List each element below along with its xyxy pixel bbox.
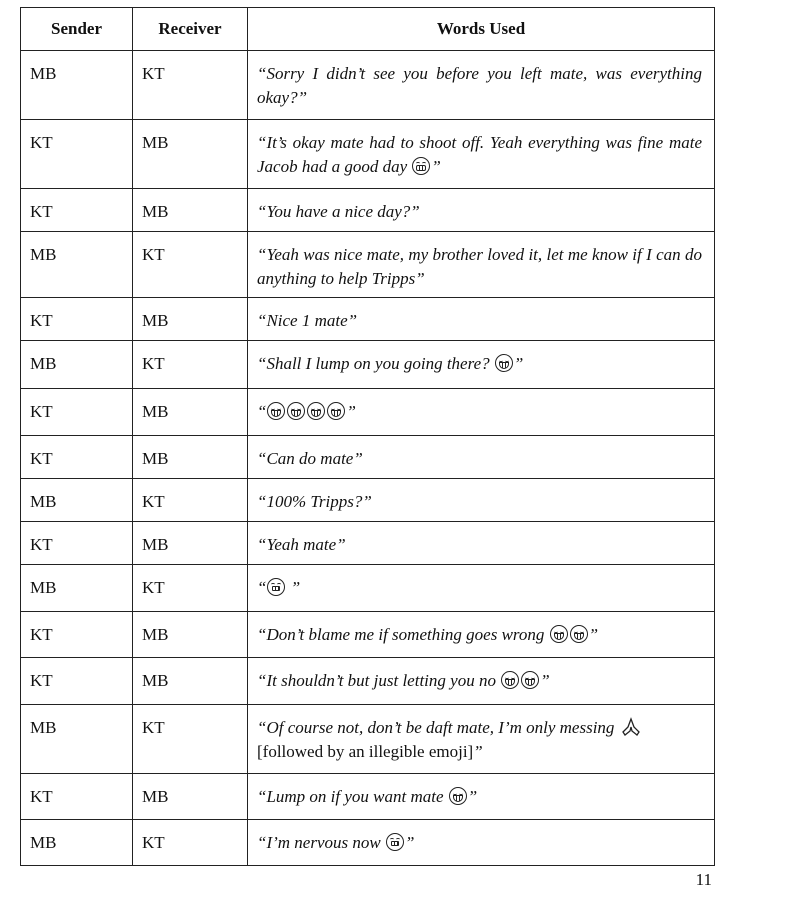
message-text: “Shall I lump on you going there? bbox=[257, 354, 494, 373]
message-text: “Yeah mate” bbox=[257, 535, 346, 554]
laughing-tears-icon bbox=[287, 402, 305, 420]
words-used-cell bbox=[248, 705, 715, 774]
praying-hands-icon bbox=[620, 717, 642, 737]
grimace-icon bbox=[267, 578, 285, 596]
message-text: “I’m nervous now bbox=[257, 833, 385, 852]
words-used-cell bbox=[248, 389, 715, 436]
header-receiver: Receiver bbox=[133, 8, 248, 51]
receiver-cell: MB bbox=[133, 389, 248, 436]
grimace-icon bbox=[386, 833, 404, 851]
words-used-cell bbox=[248, 820, 715, 866]
sender-cell: KT bbox=[21, 774, 133, 820]
laughing-tears-icon bbox=[570, 625, 588, 643]
table-row bbox=[21, 565, 715, 612]
table-row bbox=[21, 436, 715, 479]
laughing-tears-icon bbox=[521, 671, 539, 689]
laughing-tears-icon bbox=[307, 402, 325, 420]
table-row bbox=[21, 479, 715, 522]
sender-cell: MB bbox=[21, 51, 133, 120]
receiver-cell: KT bbox=[133, 341, 248, 389]
words-used-cell bbox=[248, 565, 715, 612]
message-text: ” bbox=[540, 671, 550, 690]
message-text: ” bbox=[467, 787, 478, 806]
sender-cell: MB bbox=[21, 820, 133, 866]
laughing-tears-icon bbox=[495, 354, 513, 372]
sender-cell: KT bbox=[21, 436, 133, 479]
words-used-cell bbox=[248, 298, 715, 341]
page-number: 11 bbox=[695, 870, 712, 889]
table-row bbox=[21, 820, 715, 866]
receiver-cell: MB bbox=[133, 522, 248, 565]
receiver-cell: KT bbox=[133, 820, 248, 866]
receiver-cell: MB bbox=[133, 774, 248, 820]
message-table bbox=[20, 7, 715, 866]
laughing-tears-icon bbox=[267, 402, 285, 420]
words-used-cell bbox=[248, 189, 715, 232]
table-row bbox=[21, 658, 715, 705]
receiver-cell: MB bbox=[133, 120, 248, 189]
sender-cell: MB bbox=[21, 705, 133, 774]
message-text: ” bbox=[286, 578, 301, 597]
message-text: “It shouldn’t but just letting you no bbox=[257, 671, 501, 690]
receiver-cell: MB bbox=[133, 298, 248, 341]
words-used-cell bbox=[248, 341, 715, 389]
message-text: “You have a nice day?” bbox=[257, 202, 420, 221]
message-text: ” bbox=[588, 625, 599, 644]
receiver-cell: KT bbox=[133, 565, 248, 612]
laughing-tears-icon bbox=[449, 787, 467, 805]
message-text: “ bbox=[257, 402, 267, 421]
message-text: “100% Tripps?” bbox=[257, 492, 372, 511]
table-row bbox=[21, 189, 715, 232]
header-words-used: Words Used bbox=[248, 8, 715, 51]
table-row bbox=[21, 298, 715, 341]
words-used-cell bbox=[248, 612, 715, 658]
receiver-cell: KT bbox=[133, 51, 248, 120]
words-used-cell bbox=[248, 232, 715, 298]
words-used-cell bbox=[248, 436, 715, 479]
message-text: ” bbox=[513, 354, 524, 373]
receiver-cell: KT bbox=[133, 705, 248, 774]
laughing-tears-icon bbox=[550, 625, 568, 643]
receiver-cell: MB bbox=[133, 658, 248, 705]
sender-cell: KT bbox=[21, 120, 133, 189]
words-used-cell bbox=[248, 51, 715, 120]
table-row bbox=[21, 120, 715, 189]
message-text: ” bbox=[431, 157, 441, 176]
grin-icon bbox=[412, 157, 430, 175]
table-body bbox=[21, 51, 715, 866]
sender-cell: KT bbox=[21, 298, 133, 341]
receiver-cell: KT bbox=[133, 232, 248, 298]
table-row bbox=[21, 612, 715, 658]
message-text: “Sorry I didn’t see you before you left mate, was everything okay?” bbox=[257, 64, 702, 107]
header-sender: Sender bbox=[21, 8, 133, 51]
table-row bbox=[21, 232, 715, 298]
message-text: “It’s okay mate had to shoot off. Yeah everything was fine mate Jacob had a good day bbox=[257, 133, 702, 176]
sender-cell: MB bbox=[21, 341, 133, 389]
receiver-cell: KT bbox=[133, 479, 248, 522]
header-row bbox=[21, 8, 715, 51]
message-text: “Yeah was nice mate, my brother loved it, let me know if I can do anything to help Tripps” bbox=[257, 245, 702, 288]
sender-cell: KT bbox=[21, 189, 133, 232]
message-text: ” bbox=[404, 833, 415, 852]
table-header bbox=[21, 8, 715, 51]
message-text: “Nice 1 mate” bbox=[257, 311, 358, 330]
message-text: ” bbox=[346, 402, 356, 421]
words-used-cell bbox=[248, 522, 715, 565]
table-row bbox=[21, 774, 715, 820]
table-row bbox=[21, 522, 715, 565]
table-row bbox=[21, 389, 715, 436]
table-row bbox=[21, 341, 715, 389]
laughing-tears-icon bbox=[327, 402, 345, 420]
receiver-cell: MB bbox=[133, 189, 248, 232]
message-text: “Don’t blame me if something goes wrong bbox=[257, 625, 549, 644]
message-text: “Of course not, don’t be daft mate, I’m only messing bbox=[257, 718, 619, 737]
message-text: “Lump on if you want mate bbox=[257, 787, 448, 806]
sender-cell: KT bbox=[21, 658, 133, 705]
message-text: ” bbox=[473, 742, 483, 761]
message-annotation: [followed by an illegible emoji] bbox=[257, 742, 474, 761]
receiver-cell: MB bbox=[133, 612, 248, 658]
table-row bbox=[21, 51, 715, 120]
words-used-cell bbox=[248, 658, 715, 705]
sender-cell: KT bbox=[21, 612, 133, 658]
message-text: “Can do mate” bbox=[257, 449, 363, 468]
table-row bbox=[21, 705, 715, 774]
sender-cell: MB bbox=[21, 479, 133, 522]
sender-cell: KT bbox=[21, 522, 133, 565]
receiver-cell: MB bbox=[133, 436, 248, 479]
words-used-cell bbox=[248, 120, 715, 189]
message-text: “ bbox=[257, 578, 267, 597]
laughing-tears-icon bbox=[501, 671, 519, 689]
words-used-cell bbox=[248, 774, 715, 820]
sender-cell: MB bbox=[21, 565, 133, 612]
sender-cell: MB bbox=[21, 232, 133, 298]
sender-cell: KT bbox=[21, 389, 133, 436]
words-used-cell bbox=[248, 479, 715, 522]
